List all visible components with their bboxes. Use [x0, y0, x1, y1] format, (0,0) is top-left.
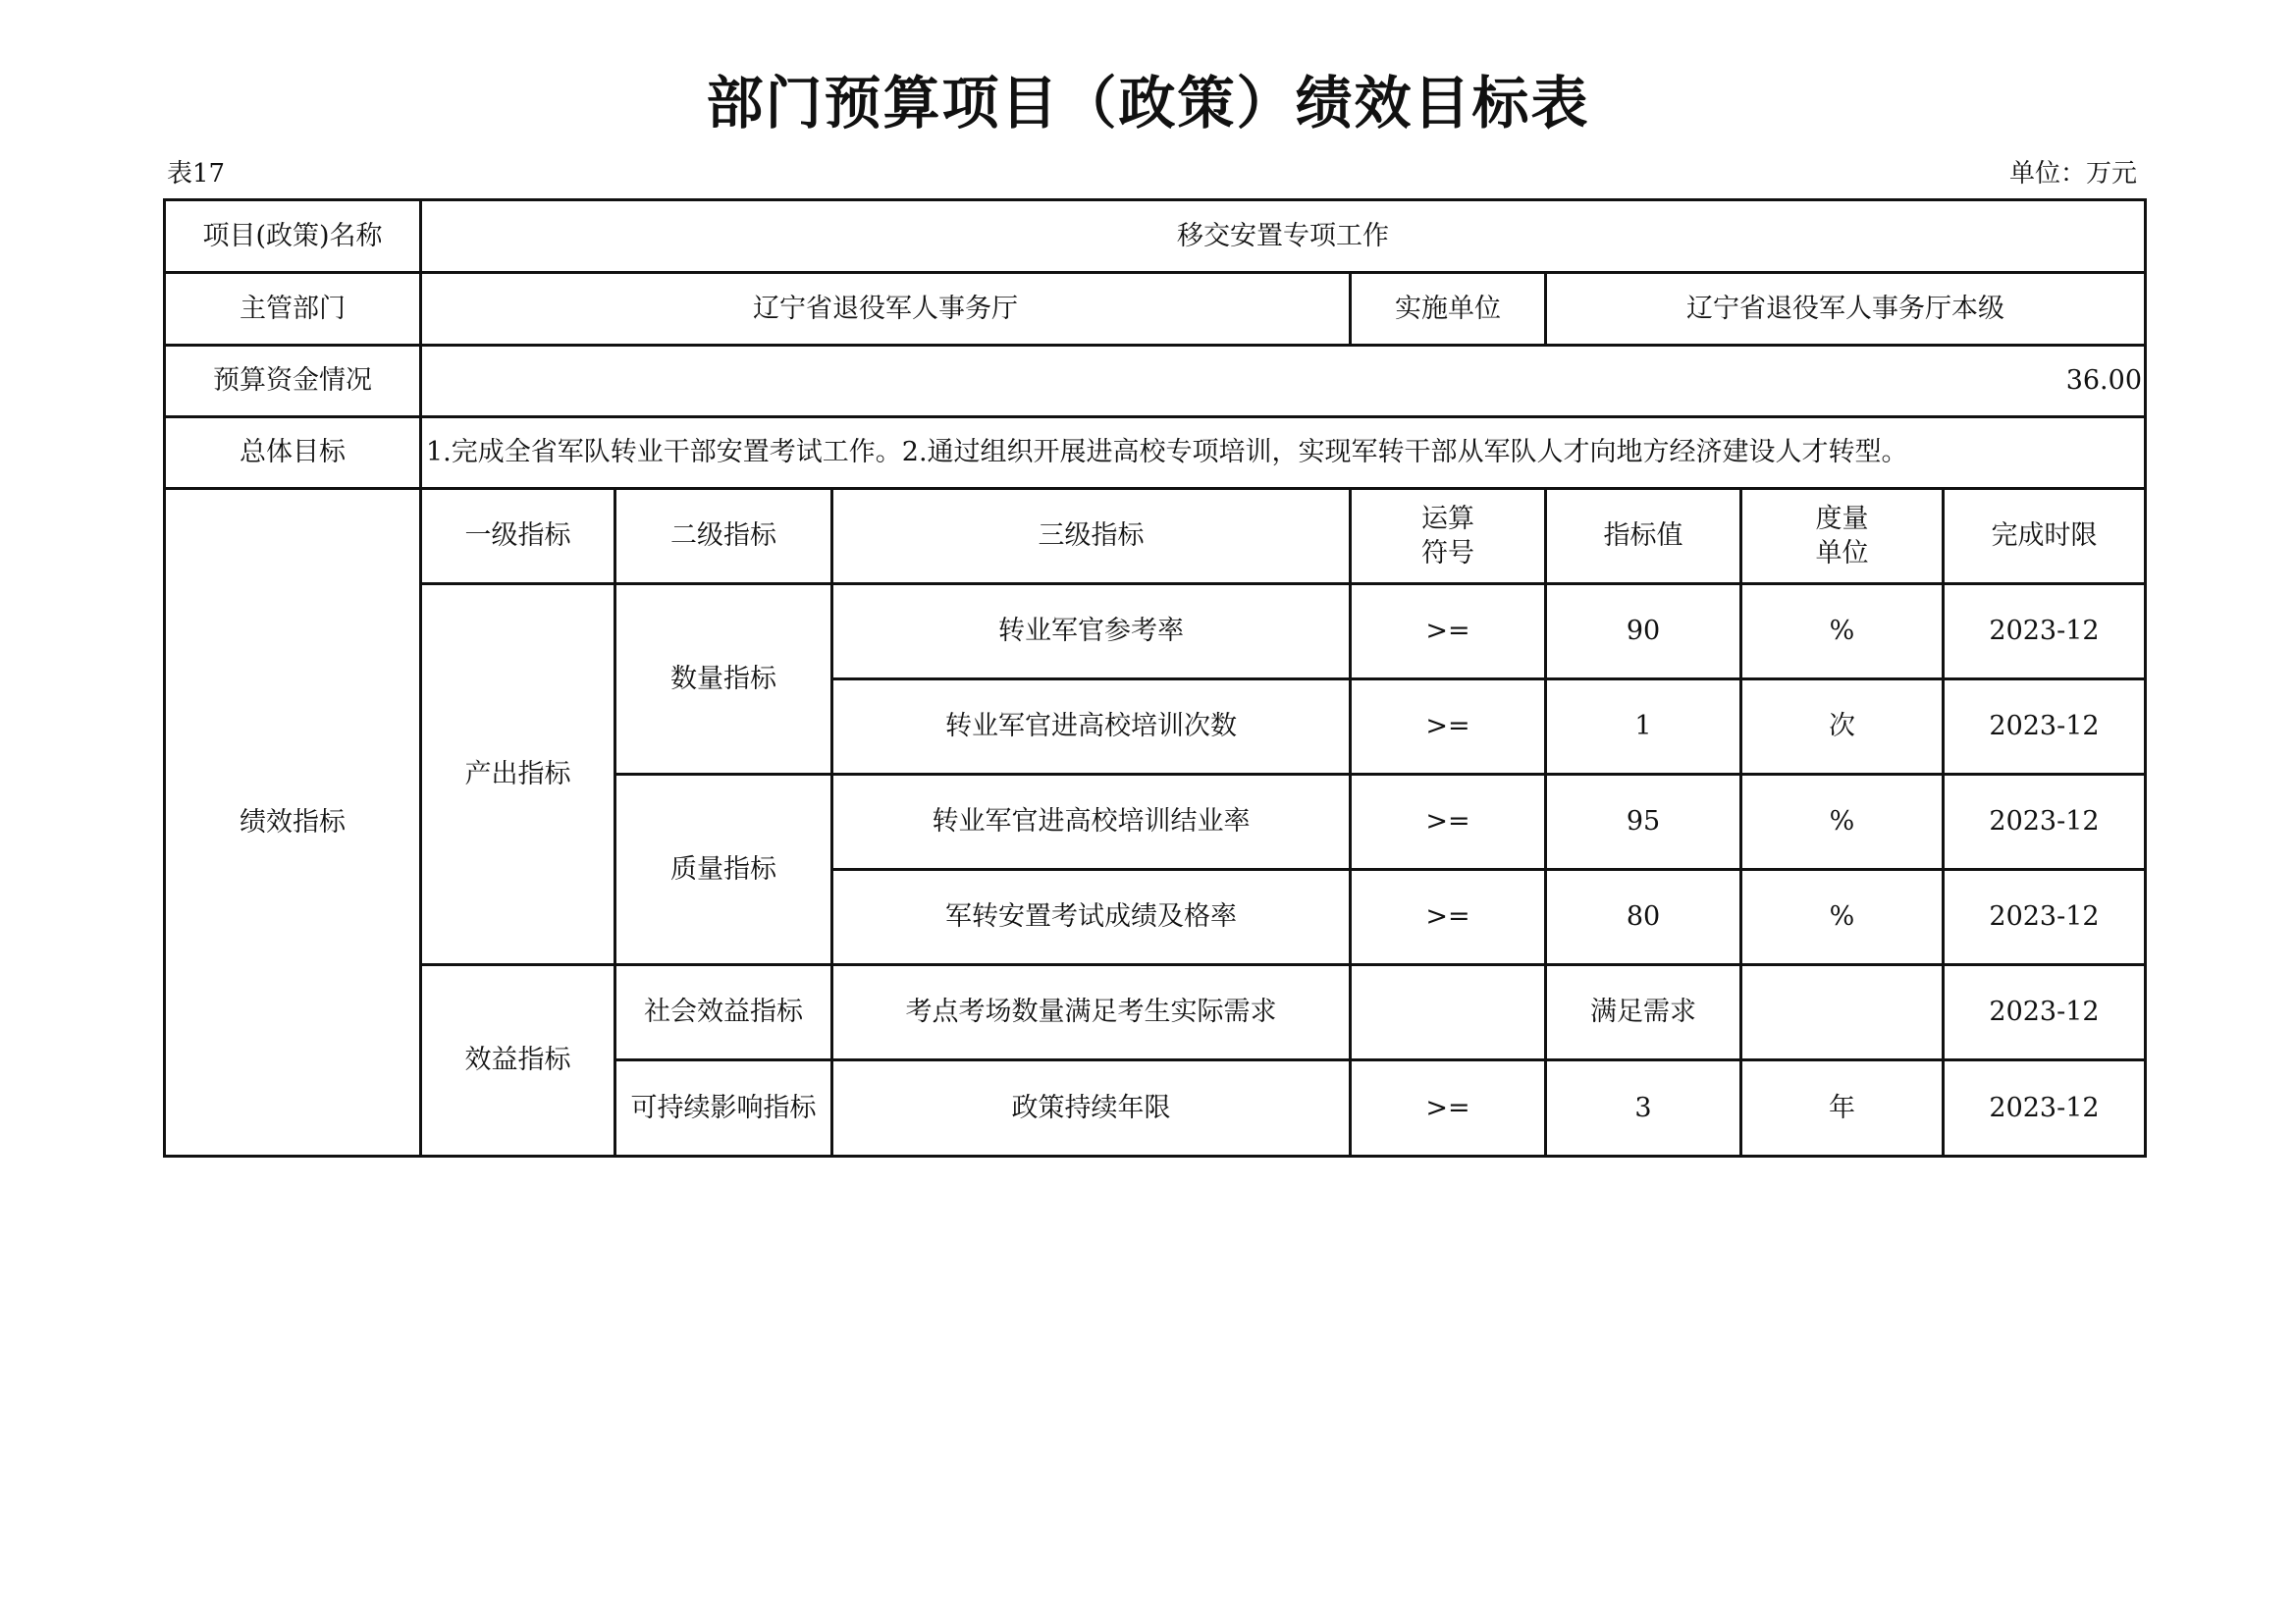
goal-label: 总体目标	[165, 417, 421, 489]
header-level2: 二级指标	[615, 489, 832, 584]
department-value: 辽宁省退役军人事务厅	[421, 273, 1351, 346]
page-title: 部门预算项目（政策）绩效目标表	[706, 70, 1590, 136]
indicator-deadline: 2023-12	[1944, 965, 2146, 1060]
goal-row	[165, 417, 2146, 489]
table-number: 表17	[167, 159, 226, 189]
indicator-deadline: 2023-12	[1944, 870, 2146, 965]
indicator-unit: %	[1741, 775, 1944, 870]
group-sustain: 可持续影响指标	[615, 1060, 832, 1157]
header-operator-line1: 运算	[1421, 503, 1474, 534]
indicator-unit: %	[1741, 584, 1944, 679]
indicator-unit: %	[1741, 870, 1944, 965]
indicator-operator: >=	[1351, 870, 1546, 965]
indicator-unit: 次	[1741, 679, 1944, 775]
implementer-value: 辽宁省退役军人事务厅本级	[1546, 273, 2146, 346]
department-label: 主管部门	[165, 273, 421, 346]
header-deadline: 完成时限	[1944, 489, 2146, 584]
header-unit	[1741, 489, 1944, 584]
indicator-deadline: 2023-12	[1944, 584, 2146, 679]
goal-value: 1.完成全省军队转业干部安置考试工作。2.通过组织开展进高校专项培训，实现军转干部从军队人才向地方经济建设人才转型。	[421, 417, 2146, 489]
indicator-unit: 年	[1741, 1060, 1944, 1157]
indicator-value: 90	[1546, 584, 1741, 679]
performance-table	[163, 198, 2147, 1158]
implementer-label: 实施单位	[1351, 273, 1546, 346]
group-quantity: 数量指标	[615, 584, 832, 775]
table-row	[165, 965, 2146, 1060]
indicator-deadline: 2023-12	[1944, 775, 2146, 870]
budget-label: 预算资金情况	[165, 346, 421, 417]
header-unit-line2: 单位	[1815, 538, 1869, 568]
indicator-operator: >=	[1351, 1060, 1546, 1157]
indicator-operator: >=	[1351, 584, 1546, 679]
budget-value: 36.00	[421, 346, 2146, 417]
indicator-operator: >=	[1351, 775, 1546, 870]
indicator-name: 转业军官进高校培训次数	[832, 679, 1351, 775]
indicator-name: 转业军官进高校培训结业率	[832, 775, 1351, 870]
indicator-unit	[1741, 965, 1944, 1060]
indicator-value: 95	[1546, 775, 1741, 870]
table-row	[165, 584, 2146, 679]
indicator-value: 1	[1546, 679, 1741, 775]
header-unit-line1: 度量	[1815, 503, 1869, 534]
header-value: 指标值	[1546, 489, 1741, 584]
indicator-name: 考点考场数量满足考生实际需求	[832, 965, 1351, 1060]
header-level3: 三级指标	[832, 489, 1351, 584]
project-name-row	[165, 200, 2146, 273]
indicator-operator: >=	[1351, 679, 1546, 775]
indicator-name: 政策持续年限	[832, 1060, 1351, 1157]
indicator-name: 转业军官参考率	[832, 584, 1351, 679]
header-operator	[1351, 489, 1546, 584]
indicator-deadline: 2023-12	[1944, 679, 2146, 775]
indicator-deadline: 2023-12	[1944, 1060, 2146, 1157]
header-operator-line2: 符号	[1421, 538, 1474, 568]
indicator-value: 3	[1546, 1060, 1741, 1157]
group-social: 社会效益指标	[615, 965, 832, 1060]
indicator-name: 军转安置考试成绩及格率	[832, 870, 1351, 965]
group-benefit: 效益指标	[421, 965, 615, 1157]
group-quality: 质量指标	[615, 775, 832, 965]
performance-label: 绩效指标	[165, 489, 421, 1157]
budget-row	[165, 346, 2146, 417]
unit-label: 单位：万元	[2008, 159, 2137, 189]
project-name-label: 项目(政策)名称	[165, 200, 421, 273]
group-output: 产出指标	[421, 584, 615, 965]
indicator-value: 80	[1546, 870, 1741, 965]
indicator-value: 满足需求	[1546, 965, 1741, 1060]
header-row	[165, 489, 2146, 584]
project-name-value: 移交安置专项工作	[421, 200, 2146, 273]
department-row	[165, 273, 2146, 346]
indicator-operator	[1351, 965, 1546, 1060]
header-level1: 一级指标	[421, 489, 615, 584]
